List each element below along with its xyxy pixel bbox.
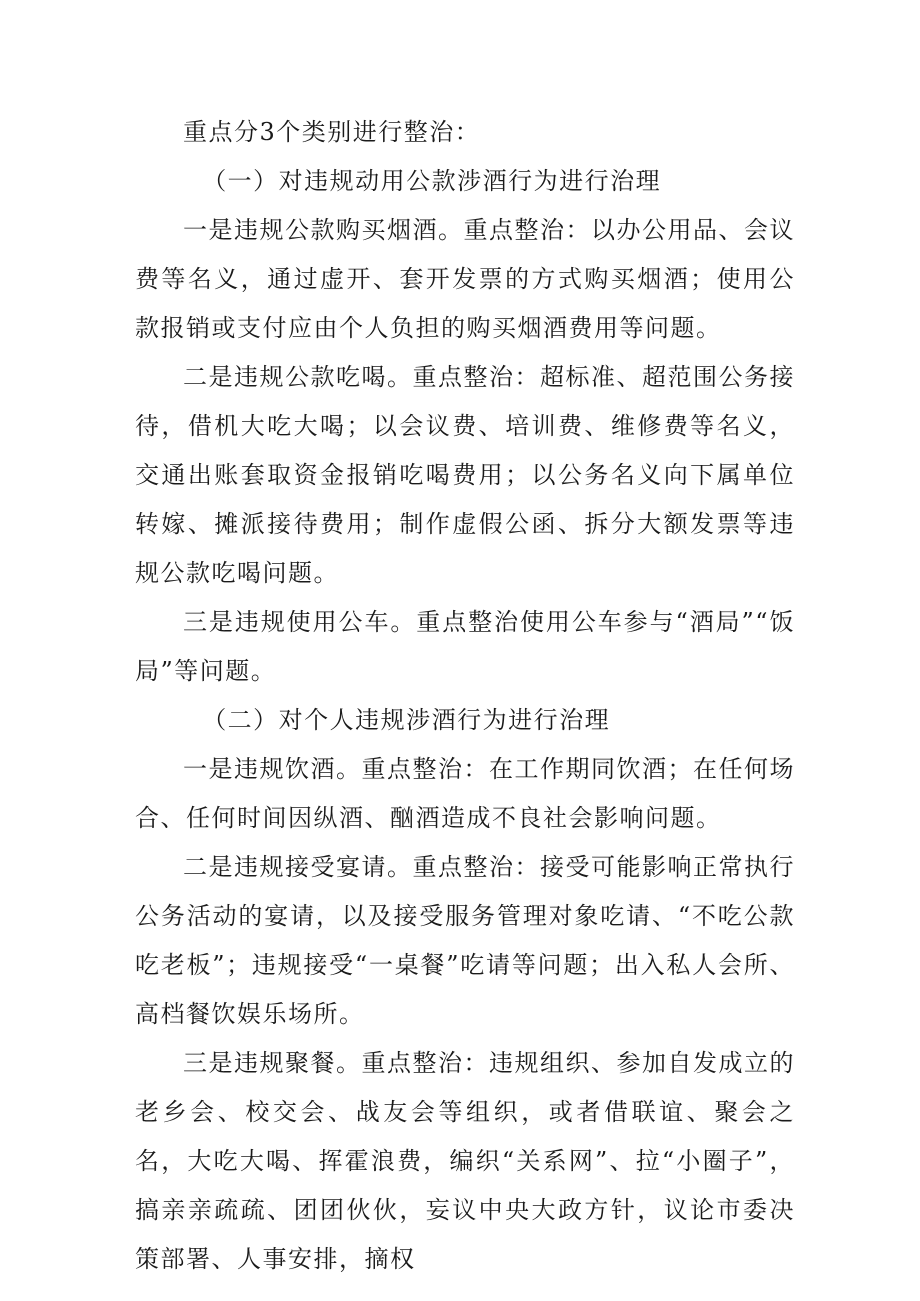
paragraph-s1-item-1: 一是违规公款购买烟酒。重点整治：以办公用品、会议费等名义，通过虚开、套开发票的方式购买烟酒；使用公款报销或支付应由个人负担的购买烟酒费用等问题。 [135,216,795,342]
section-1-heading: （一）对违规动用公款涉酒行为进行治理 [202,167,662,195]
paragraph-s2-item-3: 三是违规聚餐。重点整治：违规组织、参加自发成立的老乡会、校交会、战友会等组织，或者借联谊、聚会之名，大吃大喝、挥霍浪费，编织“关系网”、拉“小圈子”，搞亲亲疏疏、团团伙伙，妄议中央大政方针，议论市委决策部署、人事安排，摘权 [135,1049,795,1273]
paragraph-s2-item-1: 一是违规饮酒。重点整治：在工作期同饮酒；在任何场合、任何时间因纵酒、酗酒造成不良社会影响问题。 [135,755,795,832]
paragraph-s1-item-3: 三是违规使用公车。重点整治使用公车参与“酒局”“饭局”等问题。 [135,608,795,685]
section-2-heading: （二）对个人违规涉酒行为进行治理 [202,706,611,734]
paragraph-s2-item-2: 二是违规接受宴请。重点整治：接受可能影响正常执行公务活动的宴请，以及接受服务管理对象吃请、“不吃公款吃老板”；违规接受“一桌餐”吃请等问题；出入私人会所、高档餐饮娱乐场所。 [135,853,795,1028]
paragraph-intro: 重点分3个类别进行整治： [183,118,481,146]
document-body [135,108,795,1284]
paragraph-s1-item-2: 二是违规公款吃喝。重点整治：超标准、超范围公务接待，借机大吃大喝；以会议费、培训费、维修费等名义，交通出账套取资金报销吃喝费用；以公务名义向下属单位转嫁、摊派接待费用；制作虚假公函、拆分大额发票等违规公款吃喝问题。 [135,363,795,587]
